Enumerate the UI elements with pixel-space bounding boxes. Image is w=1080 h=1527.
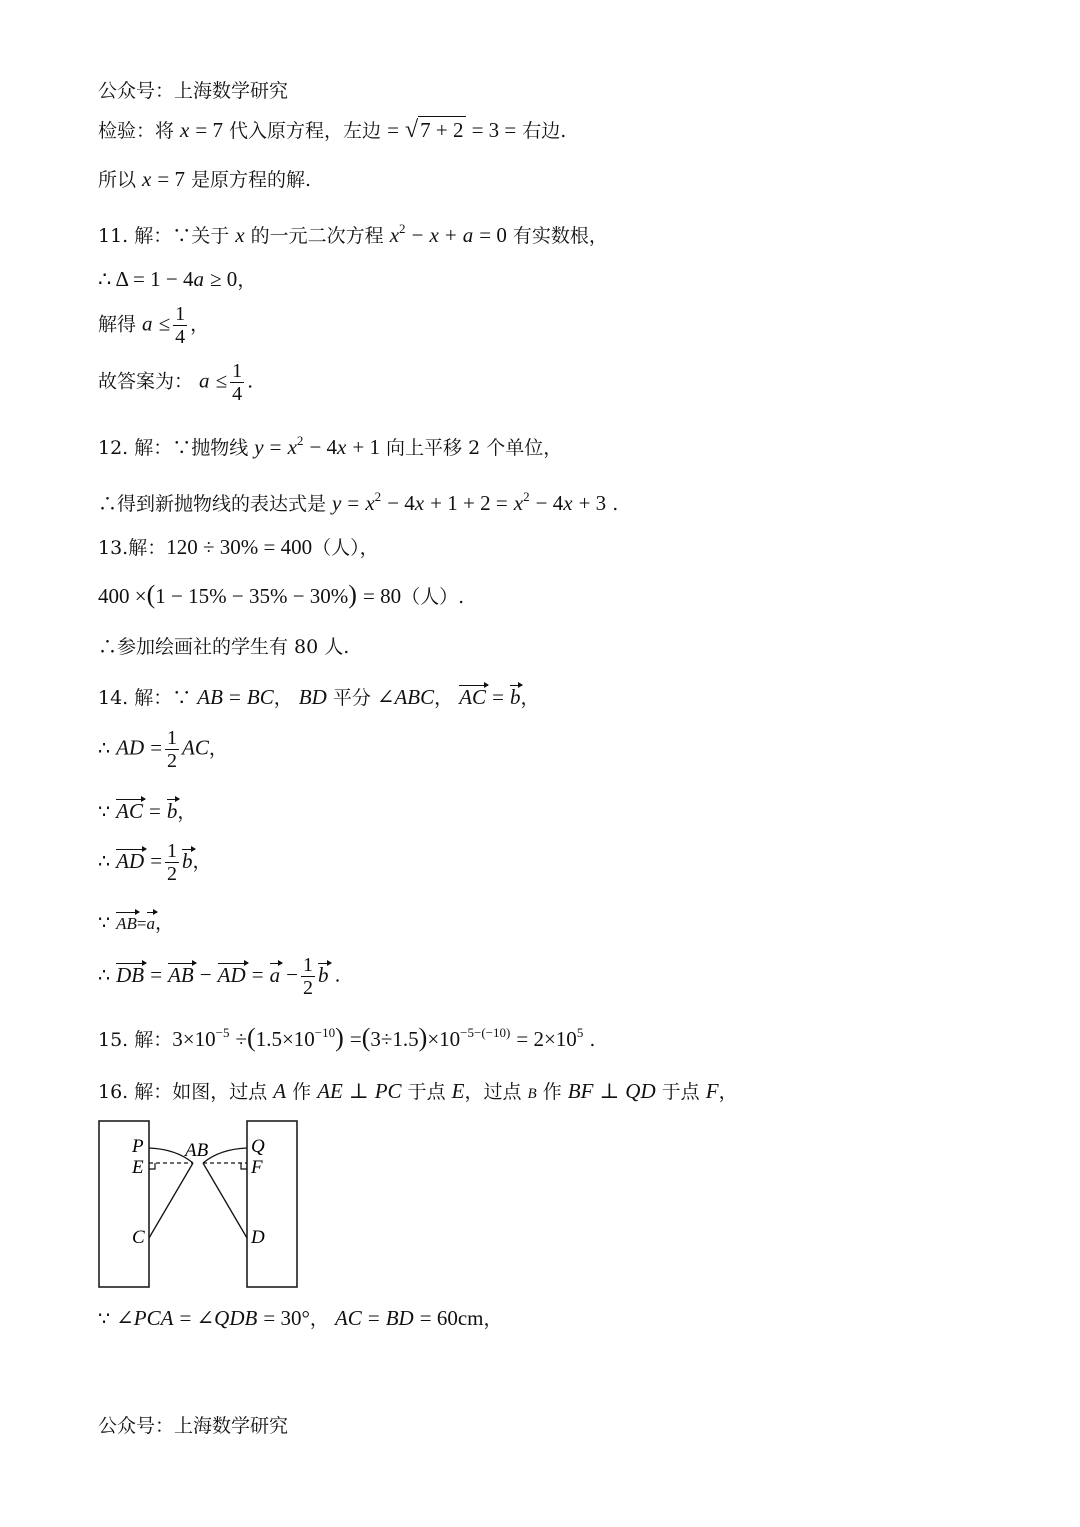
conclusion-line: 所以 x = 7 是原方程的解. bbox=[98, 167, 312, 191]
q16-line1: 16. 解：如图，过点 A 作 AE ⊥ PC 于点 E，过点 B 作 BF ⊥ QD 于点 F， bbox=[98, 1079, 738, 1103]
check-line: 检验：将 x = 7 代入原方程，左边 = √7 + 2 = 3 = 右边. bbox=[98, 117, 567, 143]
q11-line3: 解得 a ≤ $\frac{1}{4}$ ， bbox=[98, 303, 210, 348]
segment-AC bbox=[149, 1163, 193, 1238]
label-D: D bbox=[251, 1227, 265, 1248]
geometry-figure bbox=[96, 1118, 302, 1290]
right-angle-F bbox=[241, 1163, 247, 1169]
segment-BD bbox=[203, 1163, 247, 1238]
q14-line1: 14. 解：∵ AB = BC， BD 平分 ∠ABC， AC = b， bbox=[98, 685, 540, 709]
q13-line2: 400 ×(1 − 15% − 35% − 30%) = 80（人）. bbox=[98, 580, 465, 609]
label-Q: Q bbox=[251, 1136, 265, 1157]
q11-line1: 11. 解：∵关于 x 的一元二次方程 $x^2 - x + a = 0$ 有实数根， bbox=[98, 221, 608, 247]
q14-line5: ∵ AB=a， bbox=[98, 910, 174, 937]
q13-line1: 13.解：120 ÷ 30% = 400（人）， bbox=[98, 535, 379, 559]
q13-line3: ∴参加绘画社的学生有 80 人. bbox=[98, 636, 350, 658]
q16-line2: ∵ ∠PCA = ∠QDB = 30°， AC = BD = 60cm， bbox=[98, 1306, 503, 1330]
q14-line4: ∴ AD = $\frac{1}{2}$ b， bbox=[98, 840, 212, 885]
label-C: C bbox=[132, 1227, 145, 1248]
label-AB: AB bbox=[185, 1140, 209, 1161]
label-F: F bbox=[251, 1157, 263, 1178]
label-P: P bbox=[132, 1136, 144, 1157]
q15-line: 15. 解：$3\times 10^{-5} \div(1.5\times 10^{-10}) =(3\div 1.5)\times 10^{-5-(-10)} = 2\times 10^5$ . bbox=[98, 1023, 596, 1052]
q11-line4: 故答案为： a ≤ $\frac{1}{4}$ . bbox=[98, 360, 254, 405]
right-angle-E bbox=[149, 1163, 155, 1169]
page-header: 公众号：上海数学研究 bbox=[98, 80, 289, 102]
q11-line2: ∴ Δ = 1 − 4a ≥ 0， bbox=[98, 267, 257, 291]
label-E: E bbox=[132, 1157, 144, 1178]
q14-line2: ∴ AD = $\frac{1}{2}$ AC， bbox=[98, 727, 228, 772]
page-footer: 公众号：上海数学研究 bbox=[98, 1415, 289, 1437]
right-arc bbox=[203, 1148, 247, 1163]
q12-line2: ∴得到新抛物线的表达式是 $y = x^2 - 4x + 1 + 2 = x^2 - 4x + 3$ . bbox=[98, 489, 619, 515]
q14-line6: ∴ DB = AB − AD = a − $\frac{1}{2}$ b . bbox=[98, 954, 341, 999]
q12-line1: 12. 解：∵抛物线 $y = x^2 - 4x + 1$ 向上平移 2 个单位， bbox=[98, 433, 563, 459]
q14-line3: ∵ AC = b， bbox=[98, 799, 197, 823]
